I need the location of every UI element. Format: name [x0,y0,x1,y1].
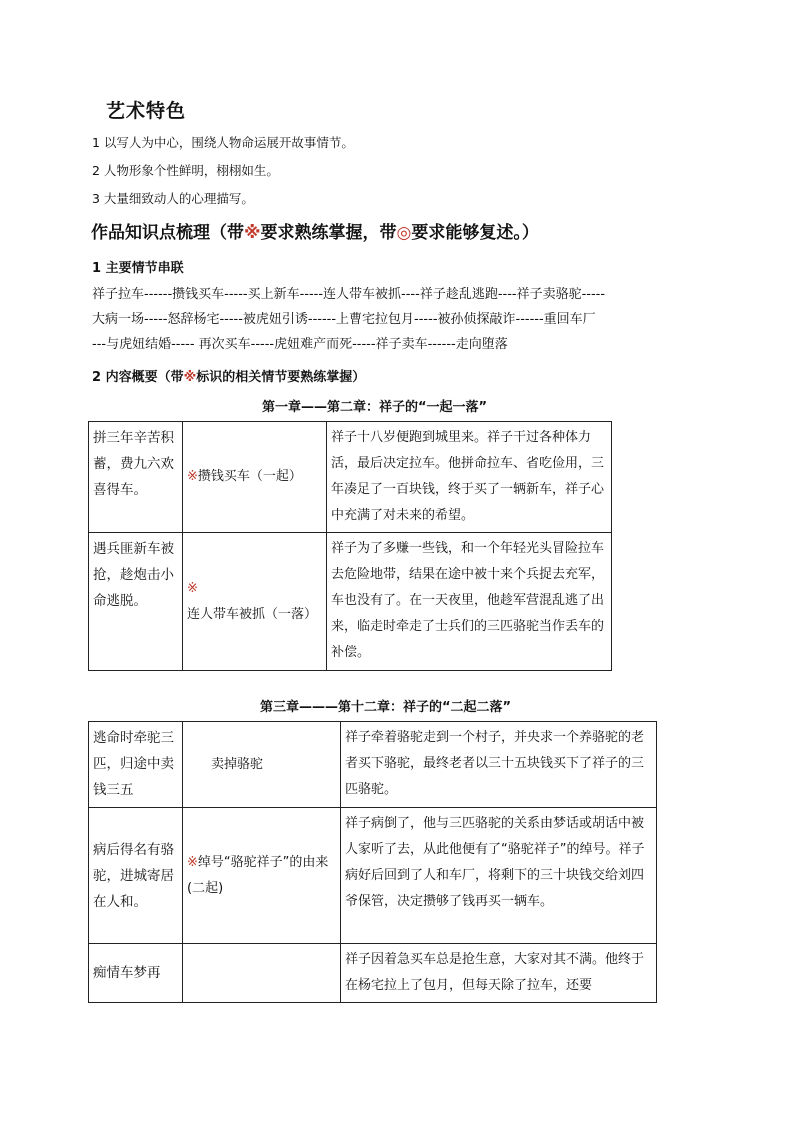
table-row [89,722,657,808]
plot-chain-heading: 1 主要情节串联 [92,261,184,276]
table-cell-detail: 祥子病倒了，他与三匹骆驼的关系由梦话或胡话中被人家听了去，从此他便有了“骆驼祥子”的绰号。祥子病好后回到了人和车厂，将剩下的三十块钱交给刘四爷保管，决定攒够了钱再买一辆车。 [341,808,657,944]
knowledge-heading-text: 要求熟练掌握，带 [260,223,397,243]
table-cell-detail: 祥子牵着骆驼走到一个村子，并央求一个养骆驼的老者买下骆驼，最终老者以三十五块钱买下了祥子的三匹骆驼。 [341,722,657,808]
knowledge-heading-text: 要求能够复述。） [411,223,539,243]
reference-mark-icon: ※ [244,223,261,243]
table1-caption: 第一章——第二章：祥子的“一起一落” [262,400,488,415]
art-features-heading: 艺术特色 [106,100,187,122]
table-row [89,533,612,671]
table-cell-event [183,808,341,944]
table-cell-event [183,422,327,533]
reference-mark-icon: ※ [187,469,198,484]
bullseye-mark-icon: ◎ [396,223,412,243]
summary-heading [92,366,365,385]
table-cell-detail: 祥子为了多赚一些钱，和一个年轻光头冒险拉车去危险地带，结果在途中被十来个兵捉去充军，车也没有了。在一天夜里，他趁军营混乱逃了出来，临走时牵走了士兵们的三匹骆驼当作丢车的补偿。 [327,533,612,671]
table-cell-event [183,944,341,1003]
event-label: 攒钱买车（一起） [197,469,302,484]
table2-caption: 第三章———第十二章：祥子的“二起二落” [260,700,512,715]
plot-chain-line: 大病一场-----怒辞杨宅-----被虎妞引诱------上曹宅拉包月-----被孙侦探敲诈------重回车厂 [92,312,596,327]
event-label: 绰号“骆驼祥子”的由来 [197,854,329,870]
reference-mark-icon: ※ [187,854,198,870]
summary-heading-text: 标识的相关情节要熟练掌握） [196,370,366,385]
plot-chain-line: ---与虎妞结婚----- 再次买车-----虎妞难产而死-----祥子卖车------走向堕落 [92,337,508,352]
chapter-table-1 [88,421,612,671]
art-item: 1 以写人为中心，围绕人物命运展开故事情节。 [92,135,354,150]
table-cell-summary: 逃命时牵驼三匹，归途中卖钱三五 [89,722,183,808]
knowledge-heading-text: 作品知识点梳理（带 [91,223,244,243]
table-row [89,422,612,533]
event-label: 卖掉骆驼 [211,756,264,772]
table-cell-summary: 拼三年辛苦积蓄，费九六欢喜得车。 [89,422,183,533]
plot-chain-line: 祥子拉车------攒钱买车-----买上新车-----连人带车被抓----祥子趁乱逃跑----祥子卖骆驼----- [92,287,606,302]
table-cell-event [183,533,327,671]
chapter-table-2 [88,721,657,1003]
table-row [89,808,657,944]
event-label: (二起) [187,880,224,896]
table-cell-summary: 病后得名有骆驼，进城寄居在人和。 [89,808,183,944]
reference-mark-icon: ※ [183,370,197,385]
table-cell-detail: 祥子因着急买车总是抢生意，大家对其不满。他终于在杨宅拉上了包月，但每天除了拉车，还要 [341,944,657,1003]
reference-mark-icon: ※ [187,580,198,596]
event-label: 连人带车被抓（一落） [187,606,318,622]
table-cell-detail: 祥子十八岁便跑到城里来。祥子干过各种体力活，最后决定拉车。他拼命拉车、省吃俭用，三年凑足了一百块钱，终于买了一辆新车，祥子心中充满了对未来的希望。 [327,422,612,533]
table-row [89,944,657,1003]
table-cell-summary: 遇兵匪新车被抢，趁炮击小命逃脱。 [89,533,183,671]
table-cell-summary: 痴情车梦再 [89,944,183,1003]
summary-heading-text: 2 内容概要（带 [92,370,184,385]
art-item: 2 人物形象个性鲜明，栩栩如生。 [92,163,279,178]
plot-chain [92,282,702,357]
table-cell-event [183,722,341,808]
knowledge-heading [91,218,539,243]
art-item: 3 大量细致动人的心理描写。 [92,191,254,206]
